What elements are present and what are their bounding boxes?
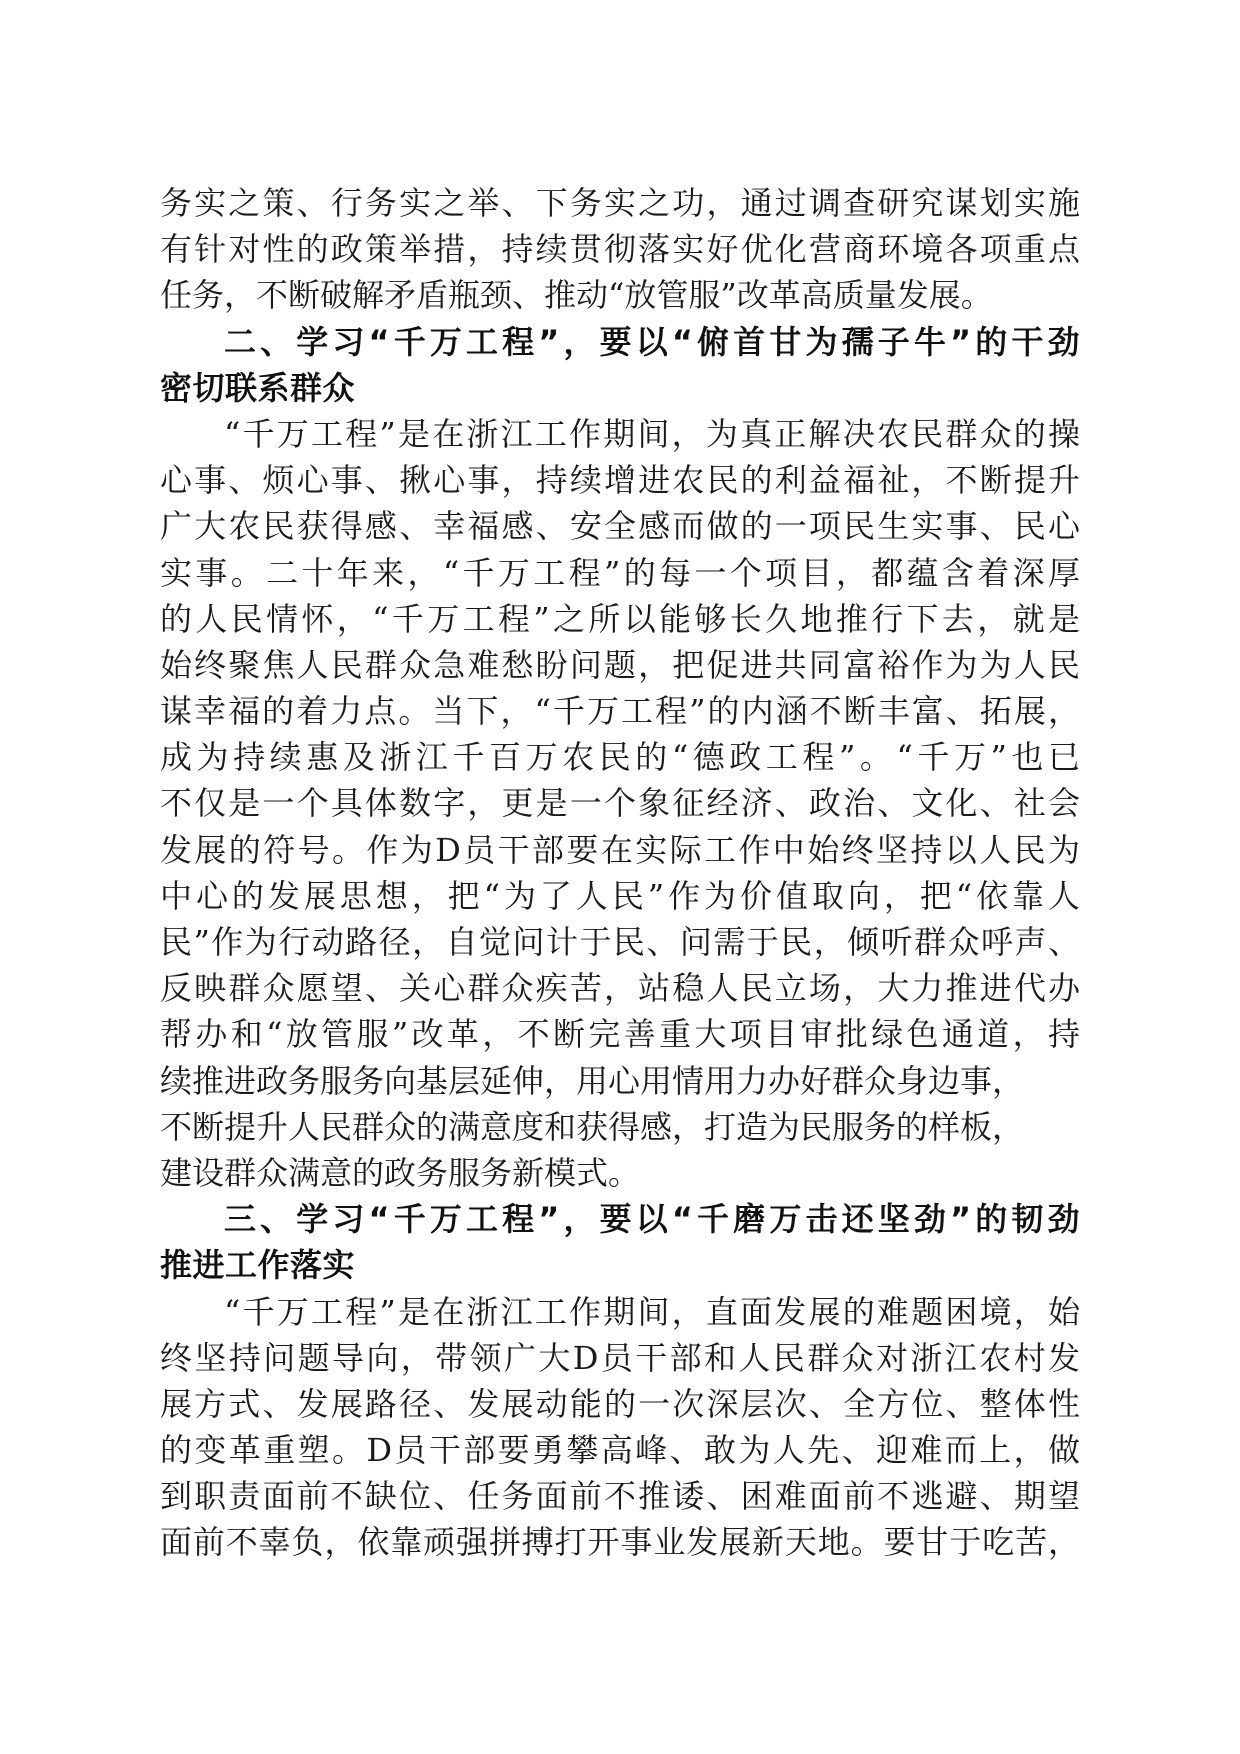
text-line: 不仅是一个具体数字，更是一个象征经济、政治、文化、社会 bbox=[160, 784, 1080, 823]
text-line: 广大农民获得感、幸福感、安全感而做的一项民生实事、民心 bbox=[160, 507, 1080, 546]
text-line: 续推进政务服务向基层延伸，用心用情用力办好群众身边事， bbox=[160, 1061, 1025, 1100]
text-line: 谋幸福的着力点。当下，“千万工程”的内涵不断丰富、拓展， bbox=[160, 692, 1080, 731]
text-line: “千万工程”是在浙江工作期间，为真正解决农民群众的操 bbox=[224, 414, 1080, 453]
paragraph-continuation bbox=[160, 180, 1080, 319]
text-line: 的人民情怀，“千万工程”之所以能够长久地推行下去，就是 bbox=[160, 599, 1080, 638]
heading-line: 三、学习“千万工程”，要以“千磨万击还坚劲”的韧劲 bbox=[224, 1200, 1080, 1239]
heading-line: 密切联系群众 bbox=[160, 368, 356, 407]
text-line: 反映群众愿望、关心群众疾苦，站稳人民立场，大力推进代办 bbox=[160, 969, 1080, 1008]
text-line: 中心的发展思想，把“为了人民”作为价值取向，把“依靠人 bbox=[160, 876, 1080, 915]
text-line: 不断提升人民群众的满意度和获得感，打造为民服务的样板， bbox=[160, 1107, 1025, 1146]
text-line: 的变革重塑。D员干部要勇攀高峰、敢为人先、迎难而上，做 bbox=[160, 1431, 1080, 1470]
text-line: 面前不辜负，依靠顽强拼搏打开事业发展新天地。要甘于吃苦， bbox=[160, 1523, 1080, 1562]
text-line: 到职责面前不缺位、任务面前不推诿、困难面前不逃避、期望 bbox=[160, 1477, 1080, 1516]
paragraph-2 bbox=[160, 411, 1080, 1196]
text-line: 成为持续惠及浙江千百万农民的“德政工程”。“千万”也已 bbox=[160, 738, 1080, 777]
text-line: 建设群众满意的政务服务新模式。 bbox=[160, 1153, 641, 1192]
section-heading-2 bbox=[160, 319, 1080, 411]
heading-line: 二、学习“千万工程”，要以“俯首甘为孺子牛”的干劲 bbox=[224, 322, 1080, 361]
text-line: 任务，不断破解矛盾瓶颈、推动“放管服”改革高质量发展。 bbox=[160, 276, 993, 315]
text-line: 展方式、发展路径、发展动能的一次深层次、全方位、整体性 bbox=[160, 1384, 1080, 1423]
text-line: “千万工程”是在浙江工作期间，直面发展的难题困境，始 bbox=[224, 1292, 1080, 1331]
paragraph-3 bbox=[160, 1289, 1080, 1566]
text-line: 终坚持问题导向，带领广大D员干部和人民群众对浙江农村发 bbox=[160, 1338, 1080, 1377]
text-line: 民”作为行动路径，自觉问计于民、问需于民，倾听群众呼声、 bbox=[160, 923, 1080, 961]
text-line: 务实之策、行务实之举、下务实之功，通过调查研究谋划实施 bbox=[160, 184, 1080, 222]
text-line: 帮办和“放管服”改革，不断完善重大项目审批绿色通道，持 bbox=[160, 1015, 1080, 1054]
text-line: 实事。二十年来，“千万工程”的每一个项目，都蕴含着深厚 bbox=[160, 553, 1080, 592]
text-line: 发展的符号。作为D员干部要在实际工作中始终坚持以人民为 bbox=[160, 830, 1080, 869]
text-line: 有针对性的政策举措，持续贯彻落实好优化营商环境各项重点 bbox=[160, 230, 1080, 269]
text-line: 心事、烦心事、揪心事，持续增进农民的利益福祉，不断提升 bbox=[160, 461, 1080, 500]
section-heading-3 bbox=[160, 1196, 1080, 1288]
document-page bbox=[160, 180, 1080, 1566]
heading-line: 推进工作落实 bbox=[160, 1246, 356, 1285]
text-line: 始终聚焦人民群众急难愁盼问题，把促进共同富裕作为为人民 bbox=[160, 645, 1080, 684]
